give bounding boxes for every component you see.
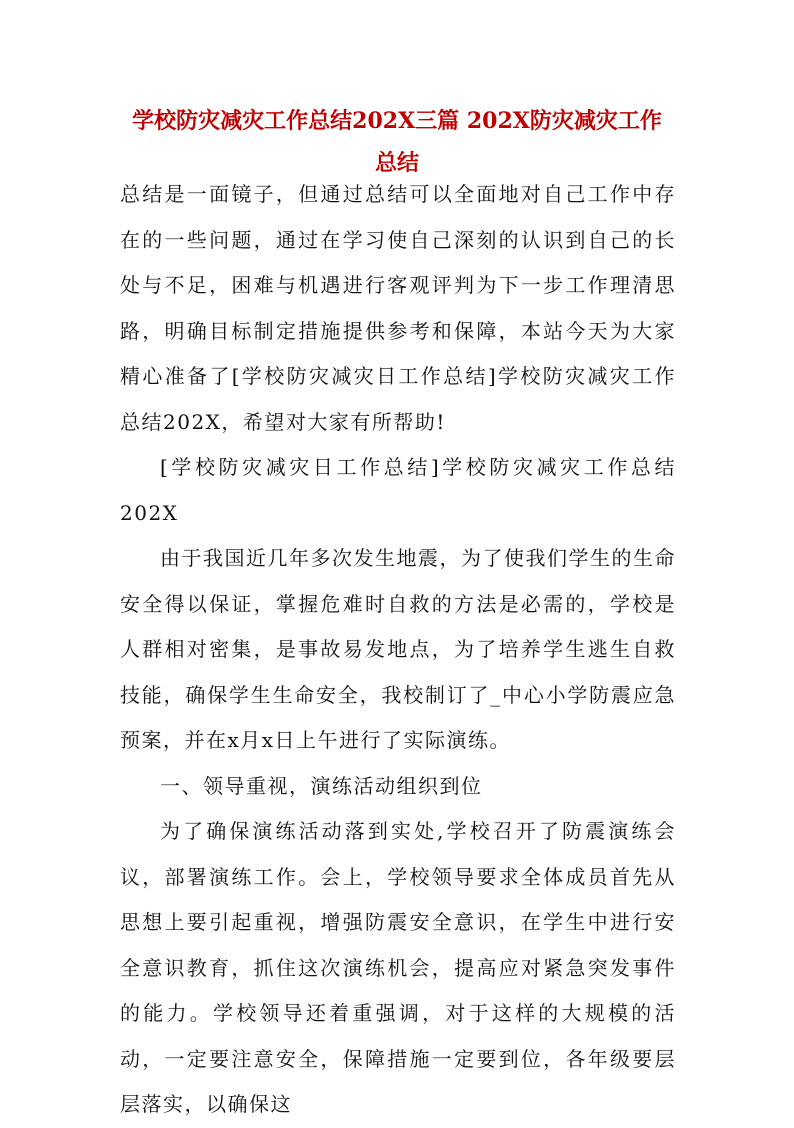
title-line-2: 总结 xyxy=(374,150,419,176)
intro-paragraph: 总结是一面镜子，但通过总结可以全面地对自己工作中存在的一些问题，通过在学习使自己深刻的认识到自己的长处与不足，困难与机遇进行客观评判为下一步工作理清思路，明确目标制定措施提供参考和保障，本站今天为大家精心准备了[学校防灾减灾日工作总结]学校防灾减灾工作总结202X，希望对大家有所帮助! xyxy=(120,182,676,434)
document-body xyxy=(120,172,676,1128)
section-one-heading: 一、领导重视，演练活动组织到位 xyxy=(160,773,483,798)
section-heading-paragraph: [学校防灾减灾日工作总结]学校防灾减灾工作总结202X xyxy=(120,455,676,525)
title-line-1: 学校防灾减灾工作总结202X三篇 202X防灾减灾工作 xyxy=(132,108,662,134)
section-one-paragraph: 为了确保演练活动落到实处,学校召开了防震演练会议，部署演练工作。会上，学校领导要求全体成员首先从思想上要引起重视，增强防震安全意识，在学生中进行安全意识教育，抓住这次演练机会，提高应对紧急突发事件的能力。学校领导还着重强调，对于这样的大规模的活动，一定要注意安全，保障措施一定要到位，各年级要层层落实，以确保这 xyxy=(120,819,676,1116)
background-paragraph: 由于我国近几年多次发生地震，为了使我们学生的生命安全得以保证，掌握危难时自救的方法是必需的，学校是人群相对密集，是事故易发地点，为了培养学生逃生自救技能，确保学生生命安全，我校制订了_中心小学防震应急预案，并在x月x日上午进行了实际演练。 xyxy=(120,546,676,752)
